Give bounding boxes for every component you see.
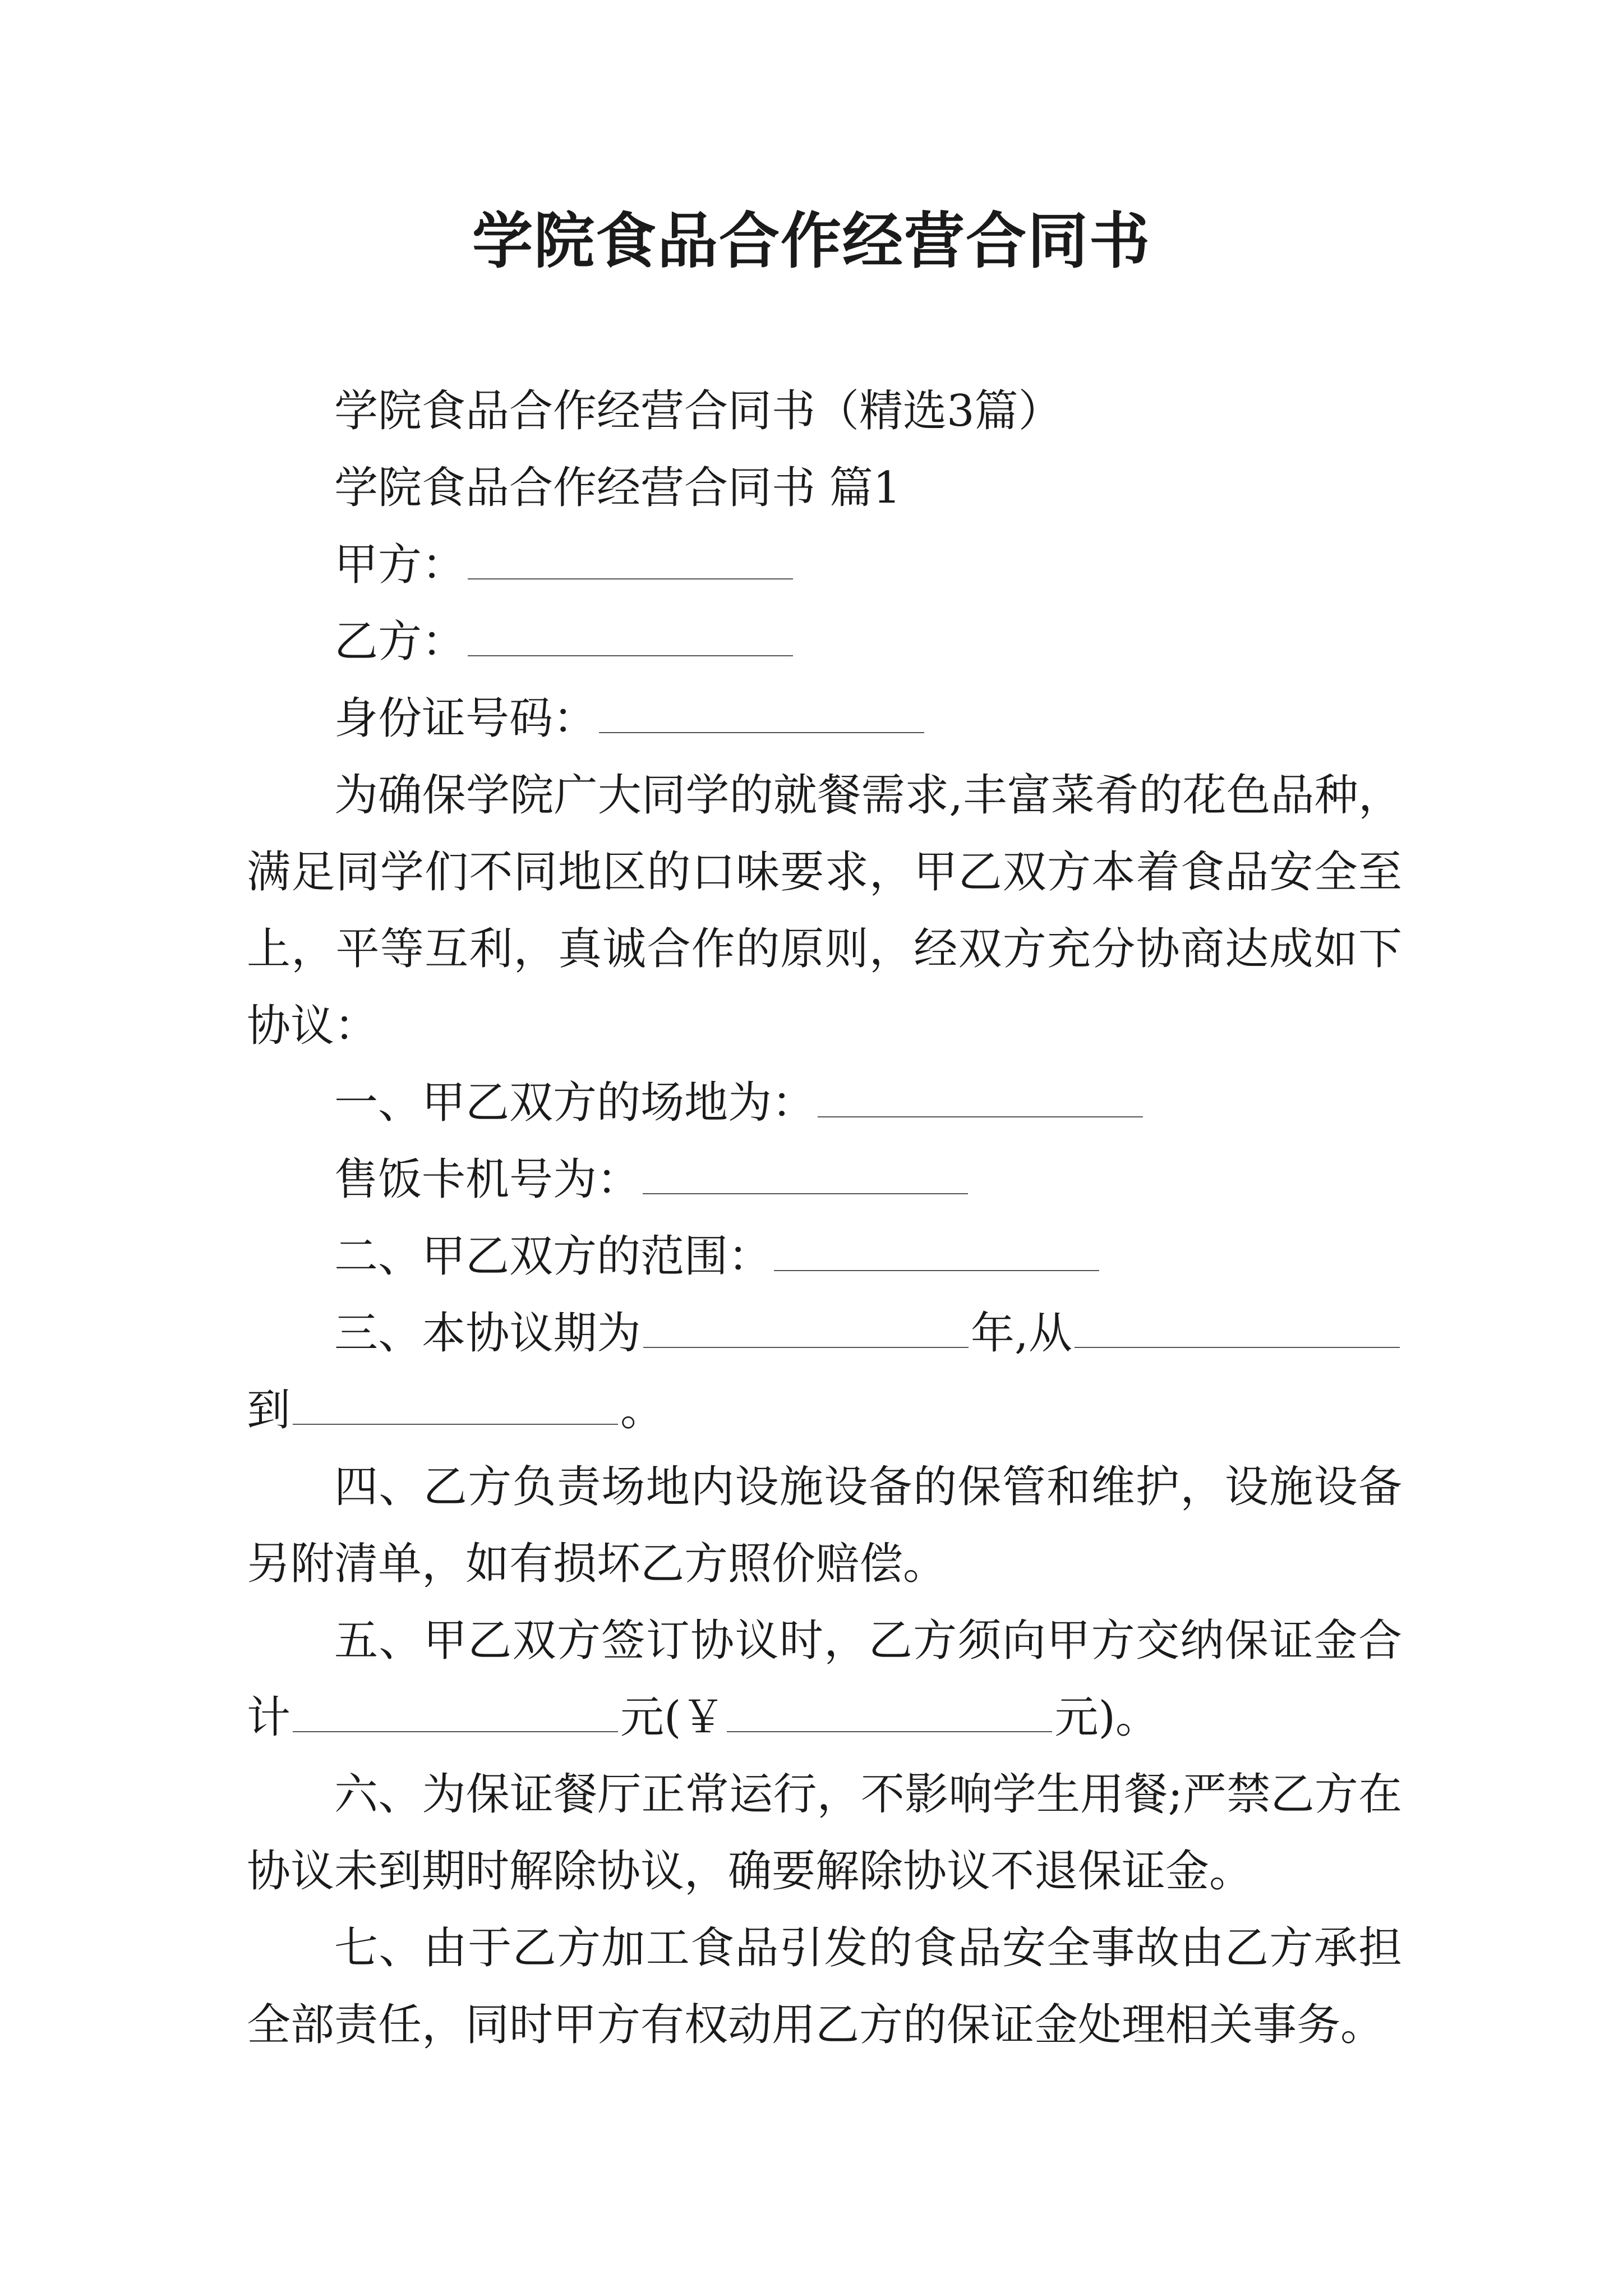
clause-1-line [247, 1065, 1402, 1142]
clause-5-paragraph [247, 1603, 1402, 1756]
document-title: 学院食品合作经营合同书 [472, 206, 1151, 277]
clause-3-years-blank [643, 1313, 969, 1348]
clause-2-blank [774, 1236, 1099, 1271]
party-b-line [247, 604, 1402, 680]
clause-7-paragraph: 七、由于乙方加工食品引发的食品安全事故由乙方承担全部责任，同时甲方有权动用乙方的保证金处理相关事务。 [247, 1923, 1402, 2050]
party-b-label: 乙方： [334, 616, 466, 667]
id-number-line [247, 680, 1402, 757]
document-subtitle: 学院食品合作经营合同书（精选3篇） [334, 386, 1062, 436]
clause-5-amount-blank [293, 1697, 618, 1732]
clause-3-to-blank [293, 1390, 618, 1425]
clause-5-text-2: 元(￥ [620, 1692, 725, 1743]
clause-3-end: 。 [620, 1385, 665, 1435]
card-machine-blank [643, 1159, 968, 1194]
document-body [247, 373, 1402, 2064]
card-machine-line [247, 1142, 1402, 1218]
section-heading: 学院食品合作经营合同书 篇1 [334, 463, 901, 513]
intro-paragraph: 为确保学院广大同学的就餐需求,丰富菜肴的花色品种，满足同学们不同地区的口味要求，甲乙双方本着食品安全至上，平等互利，真诚合作的原则，经双方充分协商达成如下协议： [247, 770, 1402, 1051]
clause-6-paragraph: 六、为保证餐厅正常运行，不影响学生用餐;严禁乙方在协议未到期时解除协议，确要解除协议不退保证金。 [247, 1769, 1402, 1897]
clause-1-blank [818, 1083, 1143, 1117]
clause-3-text-3: 到 [247, 1385, 291, 1435]
clause-3-text-1: 三、本协议期为 [334, 1308, 641, 1359]
party-b-blank [468, 622, 793, 656]
clause-2-line [247, 1218, 1402, 1295]
clause-2-label: 二、甲乙双方的范围： [334, 1231, 772, 1282]
party-a-label: 甲方： [334, 540, 466, 590]
id-number-label: 身份证号码： [334, 693, 597, 744]
clause-5-yuan-blank [727, 1697, 1052, 1732]
clause-5-text-1: 五、甲乙双方签订协议时，乙方须向甲方交纳保证金合计 [247, 1616, 1402, 1743]
clause-4-paragraph: 四、乙方负责场地内设施设备的保管和维护，设施设备另附清单，如有损坏乙方照价赔偿。 [247, 1462, 1402, 1589]
party-a-line [247, 527, 1402, 604]
clause-3-text-2: 年,从 [970, 1308, 1072, 1359]
card-machine-label: 售饭卡机号为： [334, 1154, 641, 1205]
clause-1-label: 一、甲乙双方的场地为： [334, 1078, 816, 1128]
party-a-blank [468, 545, 793, 579]
clause-3-paragraph [247, 1295, 1402, 1449]
clause-3-from-blank [1075, 1313, 1400, 1348]
id-number-blank [599, 698, 924, 733]
clause-5-end: 元)。 [1054, 1692, 1159, 1743]
